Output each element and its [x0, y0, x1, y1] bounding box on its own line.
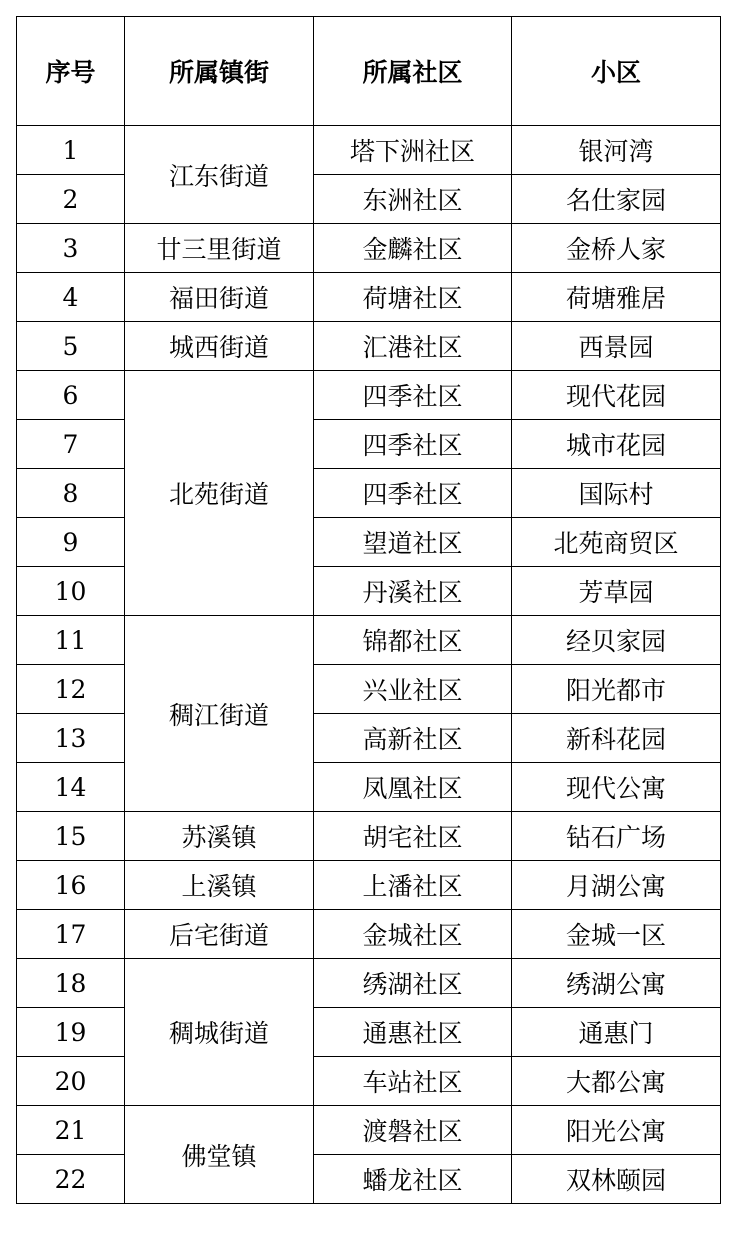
cell-serial-number: 16 [17, 861, 125, 910]
cell-community: 蟠龙社区 [314, 1155, 512, 1204]
cell-community: 车站社区 [314, 1057, 512, 1106]
cell-community: 塔下洲社区 [314, 126, 512, 175]
cell-serial-number: 17 [17, 910, 125, 959]
cell-estate: 现代公寓 [512, 763, 721, 812]
cell-serial-number: 15 [17, 812, 125, 861]
cell-community: 渡磐社区 [314, 1106, 512, 1155]
cell-serial-number: 20 [17, 1057, 125, 1106]
cell-estate: 国际村 [512, 469, 721, 518]
table-row [17, 812, 721, 861]
table-row [17, 126, 721, 175]
cell-estate: 阳光公寓 [512, 1106, 721, 1155]
cell-serial-number: 22 [17, 1155, 125, 1204]
cell-community: 通惠社区 [314, 1008, 512, 1057]
table-row [17, 420, 721, 469]
table-row [17, 469, 721, 518]
cell-community: 四季社区 [314, 371, 512, 420]
cell-street: 稠江街道 [125, 616, 314, 812]
cell-street: 佛堂镇 [125, 1106, 314, 1204]
table-row [17, 567, 721, 616]
cell-estate: 金城一区 [512, 910, 721, 959]
cell-estate: 大都公寓 [512, 1057, 721, 1106]
cell-street: 后宅街道 [125, 910, 314, 959]
table-row [17, 910, 721, 959]
cell-street: 廿三里街道 [125, 224, 314, 273]
cell-community: 望道社区 [314, 518, 512, 567]
cell-community: 高新社区 [314, 714, 512, 763]
cell-community: 汇港社区 [314, 322, 512, 371]
cell-street: 苏溪镇 [125, 812, 314, 861]
table-row [17, 1155, 721, 1204]
table-row [17, 371, 721, 420]
table-row [17, 959, 721, 1008]
table-row [17, 665, 721, 714]
cell-community: 金城社区 [314, 910, 512, 959]
cell-serial-number: 1 [17, 126, 125, 175]
table-row [17, 175, 721, 224]
cell-estate: 月湖公寓 [512, 861, 721, 910]
header-community: 所属社区 [314, 17, 512, 126]
cell-community: 兴业社区 [314, 665, 512, 714]
table-body [17, 126, 721, 1204]
cell-estate: 荷塘雅居 [512, 273, 721, 322]
cell-estate: 钻石广场 [512, 812, 721, 861]
cell-estate: 城市花园 [512, 420, 721, 469]
cell-serial-number: 9 [17, 518, 125, 567]
table-row [17, 616, 721, 665]
table-row [17, 273, 721, 322]
cell-estate: 金桥人家 [512, 224, 721, 273]
cell-serial-number: 12 [17, 665, 125, 714]
cell-community: 绣湖社区 [314, 959, 512, 1008]
cell-estate: 阳光都市 [512, 665, 721, 714]
cell-estate: 名仕家园 [512, 175, 721, 224]
cell-community: 锦都社区 [314, 616, 512, 665]
cell-community: 东洲社区 [314, 175, 512, 224]
table-row [17, 861, 721, 910]
cell-serial-number: 5 [17, 322, 125, 371]
cell-estate: 新科花园 [512, 714, 721, 763]
header-street: 所属镇街 [125, 17, 314, 126]
table-row [17, 518, 721, 567]
table-row [17, 763, 721, 812]
cell-serial-number: 4 [17, 273, 125, 322]
cell-estate: 通惠门 [512, 1008, 721, 1057]
cell-serial-number: 7 [17, 420, 125, 469]
cell-estate: 银河湾 [512, 126, 721, 175]
cell-street: 北苑街道 [125, 371, 314, 616]
cell-serial-number: 6 [17, 371, 125, 420]
cell-estate: 双林颐园 [512, 1155, 721, 1204]
table-header [17, 17, 721, 126]
table-row [17, 1106, 721, 1155]
cell-serial-number: 13 [17, 714, 125, 763]
cell-serial-number: 2 [17, 175, 125, 224]
table-row [17, 1008, 721, 1057]
cell-serial-number: 8 [17, 469, 125, 518]
table-row [17, 322, 721, 371]
cell-street: 福田街道 [125, 273, 314, 322]
cell-community: 上潘社区 [314, 861, 512, 910]
cell-serial-number: 18 [17, 959, 125, 1008]
cell-community: 胡宅社区 [314, 812, 512, 861]
cell-community: 丹溪社区 [314, 567, 512, 616]
table-row [17, 224, 721, 273]
table-row [17, 714, 721, 763]
cell-serial-number: 21 [17, 1106, 125, 1155]
cell-estate: 芳草园 [512, 567, 721, 616]
cell-serial-number: 3 [17, 224, 125, 273]
header-estate: 小区 [512, 17, 721, 126]
cell-community: 荷塘社区 [314, 273, 512, 322]
cell-community: 四季社区 [314, 420, 512, 469]
cell-community: 金麟社区 [314, 224, 512, 273]
cell-estate: 现代花园 [512, 371, 721, 420]
cell-street: 江东街道 [125, 126, 314, 224]
cell-serial-number: 19 [17, 1008, 125, 1057]
cell-serial-number: 10 [17, 567, 125, 616]
header-serial-number: 序号 [17, 17, 125, 126]
cell-street: 上溪镇 [125, 861, 314, 910]
table-row [17, 1057, 721, 1106]
header-row [17, 17, 721, 126]
community-table [16, 16, 721, 1204]
cell-serial-number: 14 [17, 763, 125, 812]
cell-estate: 经贝家园 [512, 616, 721, 665]
cell-serial-number: 11 [17, 616, 125, 665]
cell-community: 四季社区 [314, 469, 512, 518]
cell-street: 城西街道 [125, 322, 314, 371]
cell-community: 凤凰社区 [314, 763, 512, 812]
cell-estate: 绣湖公寓 [512, 959, 721, 1008]
cell-estate: 北苑商贸区 [512, 518, 721, 567]
cell-street: 稠城街道 [125, 959, 314, 1106]
cell-estate: 西景园 [512, 322, 721, 371]
